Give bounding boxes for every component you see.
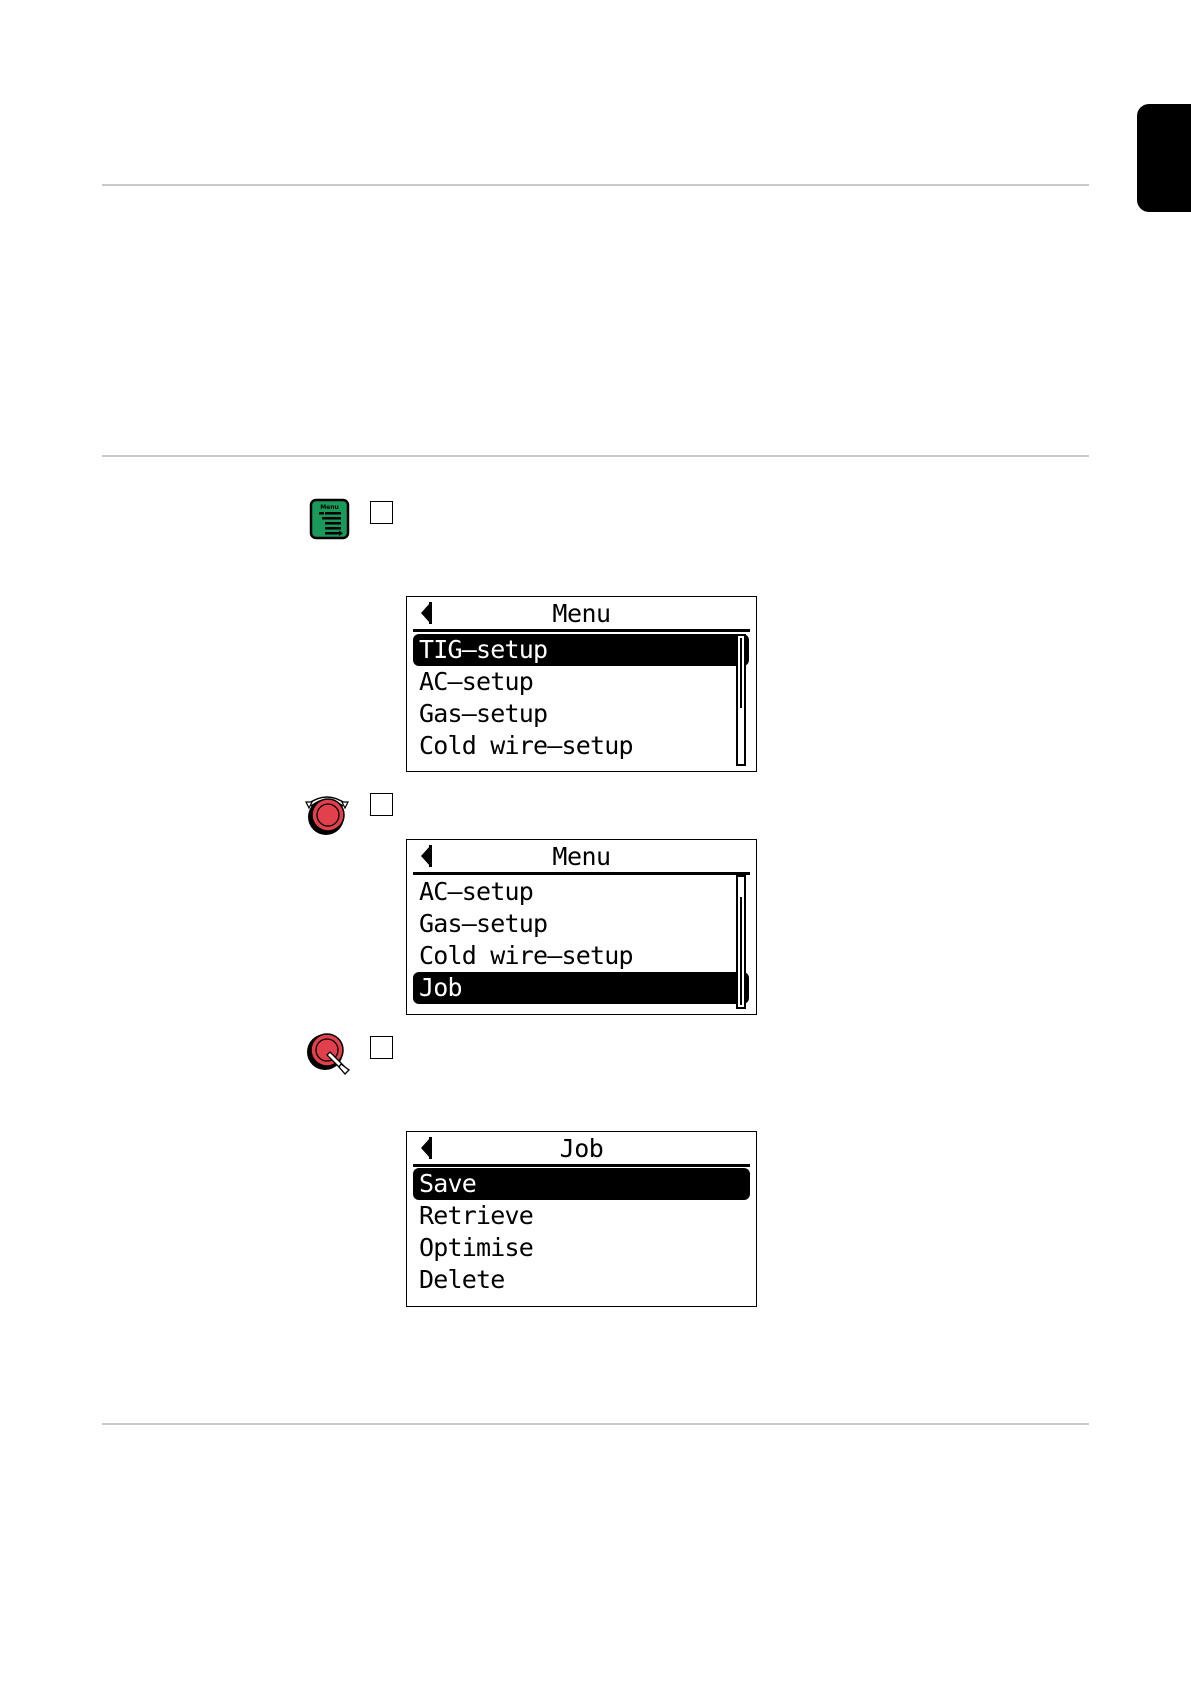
lcd-header xyxy=(413,840,750,875)
scrollbar[interactable] xyxy=(736,634,746,766)
press-knob-icon xyxy=(304,1030,354,1076)
step-checkbox[interactable] xyxy=(370,793,393,816)
section-divider xyxy=(102,184,1089,186)
menu-item-tig-setup[interactable]: TIG–setup xyxy=(413,634,749,666)
menu-item-delete[interactable]: Delete xyxy=(419,1265,505,1294)
rotate-knob-icon xyxy=(302,790,352,836)
scrollbar[interactable] xyxy=(736,875,746,1009)
chapter-tab xyxy=(1137,104,1191,212)
lcd-header xyxy=(413,1132,750,1167)
lcd-screen-menu-1 xyxy=(406,596,757,772)
menu-item-gas-setup[interactable]: Gas–setup xyxy=(419,909,548,938)
menu-item-ac-setup[interactable]: AC–setup xyxy=(419,667,534,696)
lcd-title: Menu xyxy=(552,842,611,871)
lcd-title: Menu xyxy=(552,599,611,628)
section-divider xyxy=(102,1423,1089,1425)
lcd-header xyxy=(413,597,750,632)
menu-button-icon xyxy=(309,498,351,540)
lcd-screen-job xyxy=(406,1131,757,1307)
menu-item-ac-setup[interactable]: AC–setup xyxy=(419,877,534,906)
menu-item-retrieve[interactable]: Retrieve xyxy=(419,1201,534,1230)
menu-button-label: Menu xyxy=(320,504,339,511)
menu-item-job[interactable]: Job xyxy=(413,972,749,1004)
menu-item-cold-wire-setup[interactable]: Cold wire–setup xyxy=(419,941,633,970)
section-divider xyxy=(102,455,1089,457)
menu-item-optimise[interactable]: Optimise xyxy=(419,1233,534,1262)
step-checkbox[interactable] xyxy=(370,501,393,524)
lcd-screen-menu-2 xyxy=(406,839,757,1015)
menu-item-cold-wire-setup[interactable]: Cold wire–setup xyxy=(419,731,633,760)
step-checkbox[interactable] xyxy=(370,1036,393,1059)
scrollbar-thumb[interactable] xyxy=(740,897,742,1005)
menu-item-gas-setup[interactable]: Gas–setup xyxy=(419,699,548,728)
scrollbar-thumb[interactable] xyxy=(740,638,742,708)
lcd-title: Job xyxy=(559,1134,604,1163)
menu-item-save[interactable]: Save xyxy=(413,1168,750,1200)
